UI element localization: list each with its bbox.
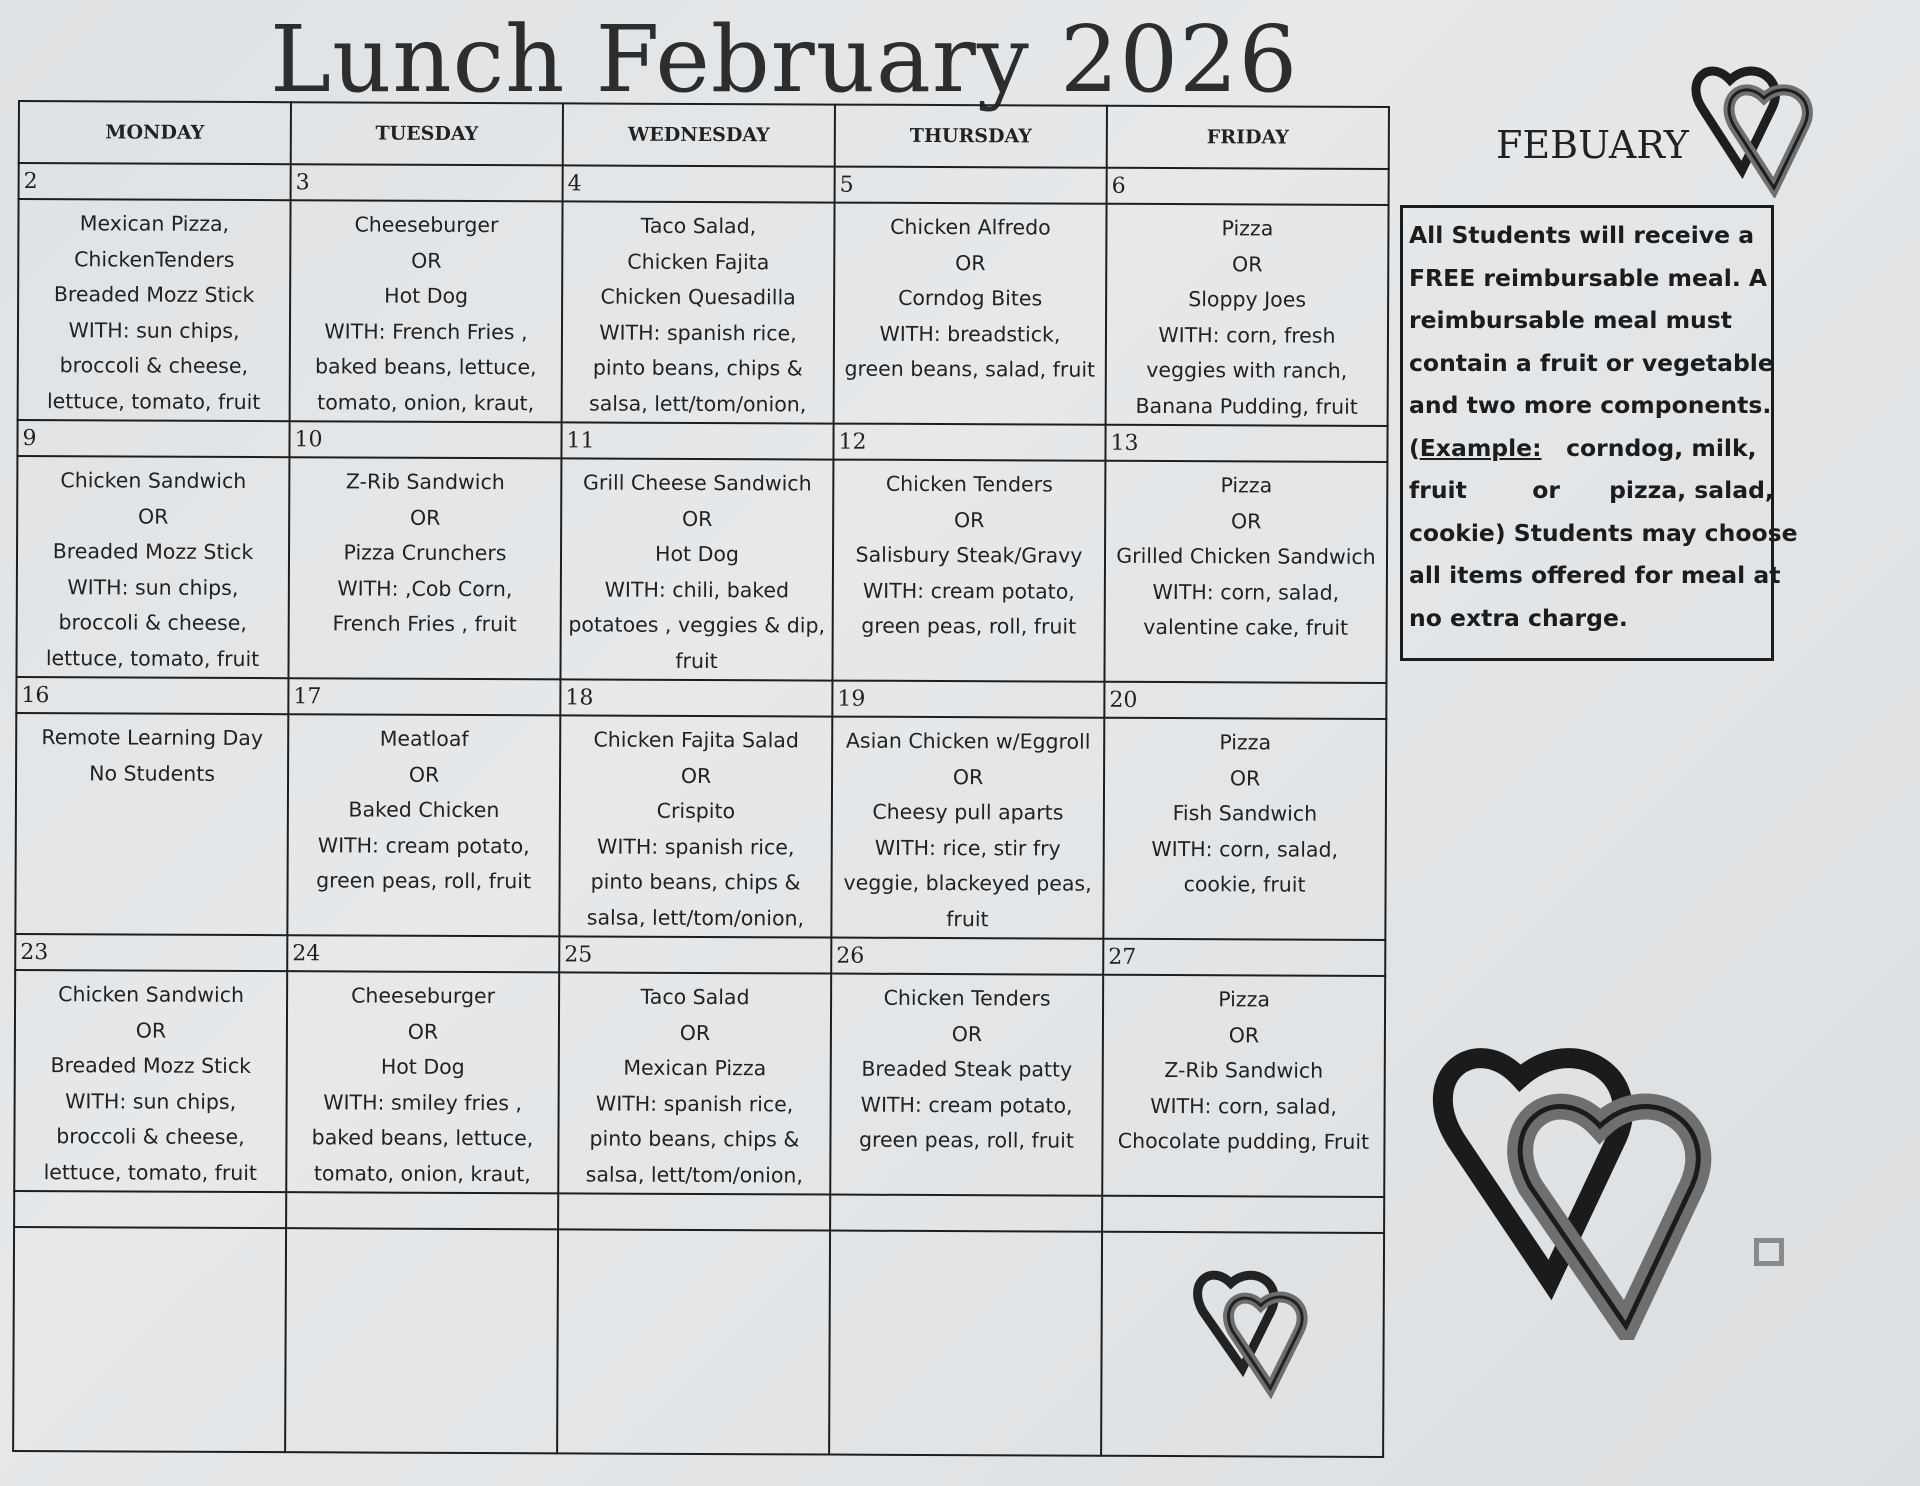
- menu-line: WITH: spanish rice,: [599, 320, 797, 345]
- menu-line: Z-Rib Sandwich: [1164, 1058, 1324, 1083]
- weekday-friday: FRIDAY: [1107, 106, 1389, 169]
- menu-row: [15, 713, 1386, 940]
- menu-line: Pizza: [1218, 987, 1270, 1012]
- date-number: 4: [563, 165, 835, 202]
- menu-line: Chicken Sandwich: [60, 468, 247, 493]
- menu-line: OR: [955, 250, 986, 275]
- menu-cell: [16, 456, 289, 678]
- calendar-body: [13, 163, 1389, 1457]
- menu-line: green peas, roll, fruit: [316, 868, 532, 894]
- menu-line: salsa, lett/tom/onion,: [586, 904, 805, 930]
- menu-line: fruit: [675, 648, 718, 673]
- date-number: 2: [19, 163, 291, 200]
- menu-line: Corndog Bites: [898, 285, 1043, 311]
- menu-line: fruit: [946, 906, 989, 931]
- menu-line: Cheeseburger: [354, 212, 499, 238]
- info-line: All Students will receive a: [1409, 221, 1755, 249]
- menu-line: OR: [411, 248, 442, 273]
- menu-line: lettuce, tomato, fruit: [43, 1159, 258, 1185]
- date-row: [16, 677, 1386, 719]
- menu-line: baked beans, lettuce,: [315, 354, 537, 380]
- page-title: Lunch February 2026: [270, 6, 1299, 113]
- menu-line: Remote Learning Day: [41, 725, 264, 751]
- menu-line: WITH: corn, salad,: [1150, 1093, 1337, 1119]
- hearts-icon: [1430, 1030, 1730, 1340]
- menu-line: WITH: corn, fresh: [1158, 322, 1336, 348]
- menu-line: green peas, roll, fruit: [858, 1127, 1074, 1153]
- date-number: 25: [559, 936, 831, 973]
- menu-line: WITH: ,Cob Corn,: [337, 575, 513, 601]
- menu-line: French Fries , fruit: [332, 611, 517, 637]
- menu-line: Mexican Pizza: [623, 1055, 767, 1081]
- menu-cell: [286, 971, 559, 1193]
- menu-line: OR: [408, 762, 440, 787]
- info-line: contain a fruit or vegetable: [1409, 348, 1774, 377]
- menu-line: potatoes , veggies & dip,: [568, 612, 826, 638]
- menu-line: Hot Dog: [655, 541, 739, 567]
- menu-line: Chicken Alfredo: [890, 214, 1051, 240]
- info-line: and two more components.: [1409, 391, 1772, 419]
- menu-line: Hot Dog: [384, 283, 469, 308]
- menu-line: WITH: corn, salad,: [1152, 579, 1340, 605]
- menu-line: Chocolate pudding, Fruit: [1117, 1128, 1370, 1154]
- menu-line: WITH: spanish rice,: [595, 1091, 794, 1116]
- menu-line: Banana Pudding, fruit: [1135, 393, 1358, 419]
- menu-line: Salisbury Steak/Gravy: [855, 542, 1083, 568]
- weekday-header-row: [19, 101, 1389, 169]
- date-row: [19, 163, 1389, 205]
- menu-line: broccoli & cheese,: [59, 353, 249, 379]
- menu-line: Pizza Crunchers: [343, 540, 507, 566]
- menu-cell: [832, 460, 1105, 682]
- empty-date-row: [14, 1191, 1384, 1233]
- menu-line: OR: [407, 1019, 439, 1044]
- menu-line: WITH: French Fries ,: [324, 318, 528, 344]
- date-number: 12: [833, 424, 1105, 461]
- menu-line: Asian Chicken w/Eggroll: [845, 728, 1091, 754]
- menu-line: Baked Chicken: [348, 797, 500, 823]
- date-number: 24: [287, 935, 559, 972]
- date-number: 3: [291, 164, 563, 201]
- date-number: 18: [560, 679, 832, 716]
- menu-cell: [14, 970, 287, 1192]
- menu-row: [18, 199, 1389, 426]
- menu-line: broccoli & cheese,: [58, 610, 247, 636]
- menu-line: WITH: sun chips,: [65, 1088, 237, 1114]
- menu-line: broccoli & cheese,: [56, 1124, 245, 1149]
- menu-line: Breaded Steak patty: [861, 1056, 1073, 1082]
- menu-cell: [834, 203, 1107, 425]
- menu-line: OR: [135, 1018, 167, 1043]
- menu-line: Cheeseburger: [351, 983, 496, 1009]
- menu-line: Chicken Tenders: [885, 471, 1053, 497]
- date-number: 5: [835, 167, 1107, 204]
- menu-line: OR: [679, 1020, 711, 1045]
- menu-line: OR: [1229, 765, 1261, 790]
- menu-line: WITH: cream potato,: [862, 578, 1075, 604]
- menu-line: lettuce, tomato, fruit: [45, 645, 260, 671]
- menu-line: cookie, fruit: [1183, 872, 1306, 897]
- date-number: 10: [289, 421, 561, 458]
- date-number: 17: [288, 678, 560, 715]
- menu-line: lettuce, tomato, fruit: [46, 388, 261, 414]
- menu-line: salsa, lett/tom/onion,: [589, 390, 807, 416]
- hearts-icon: [1192, 1263, 1323, 1404]
- example-label: Example:: [1419, 433, 1542, 462]
- menu-line: veggie, blackeyed peas,: [843, 870, 1092, 896]
- menu-line: Taco Salad: [640, 984, 750, 1010]
- menu-line: WITH: smiley fries ,: [323, 1089, 523, 1115]
- menu-line: salsa, lett/tom/onion,: [585, 1161, 803, 1187]
- menu-line: OR: [952, 764, 984, 789]
- menu-line: WITH: spanish rice,: [597, 834, 795, 859]
- date-row: [15, 934, 1385, 976]
- date-number: 16: [16, 677, 288, 714]
- menu-line: Chicken Quesadilla: [600, 284, 796, 310]
- hearts-icon: [1690, 58, 1830, 198]
- menu-cell: [288, 457, 561, 679]
- info-paren: (: [1409, 433, 1420, 462]
- menu-line: OR: [953, 507, 985, 532]
- menu-line: WITH: sun chips,: [68, 317, 240, 343]
- date-number: 27: [1103, 939, 1385, 976]
- side-month-label: FEBUARY: [1496, 123, 1689, 167]
- info-example-text: corndog, milk,: [1541, 433, 1757, 462]
- empty-week-row: [13, 1227, 1384, 1457]
- menu-line: Cheesy pull aparts: [872, 799, 1064, 825]
- weekday-thursday: THURSDAY: [835, 105, 1107, 168]
- menu-line: OR: [951, 1021, 983, 1046]
- menu-line: Mexican Pizza,: [79, 211, 230, 236]
- menu-line: Taco Salad,: [640, 213, 757, 239]
- menu-cell: [559, 715, 832, 937]
- menu-cell: [18, 199, 291, 421]
- menu-line: WITH: breadstick,: [879, 321, 1061, 347]
- info-line: FREE reimbursable meal. A: [1409, 263, 1768, 292]
- menu-line: WITH: rice, stir fry: [874, 835, 1061, 861]
- checkbox-square-icon: [1754, 1238, 1784, 1266]
- menu-line: OR: [681, 506, 713, 531]
- menu-line: WITH: cream potato,: [860, 1092, 1073, 1118]
- menu-line: pinto beans, chips &: [589, 1126, 800, 1152]
- menu-cell: [1104, 461, 1387, 683]
- weekday-wednesday: WEDNESDAY: [563, 103, 835, 166]
- date-row: [17, 420, 1387, 462]
- menu-line: Breaded Mozz Stick: [50, 1053, 252, 1079]
- menu-line: green beans, salad, fruit: [844, 356, 1096, 382]
- info-line: cookie) Students may choose: [1409, 518, 1798, 547]
- info-line: fruit or pizza, salad,: [1409, 476, 1774, 504]
- menu-cell: [562, 201, 835, 423]
- menu-line: veggies with ranch,: [1146, 357, 1348, 383]
- menu-line: WITH: chili, baked: [604, 577, 790, 602]
- menu-line: tomato, onion, kraut,: [317, 389, 535, 415]
- menu-line: OR: [409, 505, 441, 530]
- date-number: 23: [15, 934, 287, 971]
- menu-line: tomato, onion, kraut,: [313, 1160, 531, 1186]
- date-number: 6: [1107, 168, 1389, 205]
- menu-line: Pizza: [1219, 730, 1272, 755]
- menu-line: Breaded Mozz Stick: [53, 282, 255, 308]
- menu-line: Chicken Sandwich: [58, 982, 245, 1007]
- menu-line: green peas, roll, fruit: [861, 613, 1077, 639]
- menu-line: OR: [1228, 1022, 1260, 1047]
- menu-line: ChickenTenders: [74, 246, 235, 272]
- info-line: [1409, 427, 1765, 470]
- menu-line: Hot Dog: [380, 1054, 465, 1079]
- menu-line: Chicken Fajita Salad: [593, 727, 799, 753]
- info-line: no extra charge.: [1409, 603, 1628, 632]
- menu-line: Grilled Chicken Sandwich: [1116, 543, 1376, 569]
- date-number: 26: [831, 938, 1103, 975]
- menu-cell: [287, 714, 560, 936]
- menu-cell: [15, 713, 288, 935]
- menu-line: OR: [1230, 508, 1262, 533]
- info-line: all items offered for meal at: [1409, 561, 1781, 589]
- date-number: 13: [1105, 425, 1387, 462]
- menu-line: WITH: sun chips,: [67, 574, 239, 600]
- menu-line: OR: [1232, 251, 1263, 276]
- lunch-calendar: [12, 100, 1390, 1458]
- info-line: reimbursable meal must: [1409, 306, 1733, 334]
- menu-line: Chicken Fajita: [627, 249, 770, 274]
- menu-line: No Students: [89, 760, 216, 786]
- menu-cell: [558, 972, 831, 1194]
- menu-line: Pizza: [1220, 473, 1273, 498]
- menu-line: pinto beans, chips &: [592, 355, 803, 381]
- menu-line: Crispito: [656, 798, 736, 824]
- menu-cell: [1102, 975, 1385, 1197]
- menu-row: [16, 456, 1387, 683]
- menu-line: valentine cake, fruit: [1143, 614, 1349, 640]
- menu-line: Grill Cheese Sandwich: [582, 470, 812, 496]
- menu-line: Chicken Tenders: [883, 985, 1051, 1011]
- menu-line: baked beans, lettuce,: [311, 1125, 534, 1151]
- meal-info-box: [1400, 205, 1798, 661]
- menu-line: WITH: corn, salad,: [1151, 836, 1339, 862]
- date-number: 9: [17, 420, 289, 457]
- menu-line: WITH: cream potato,: [317, 832, 530, 858]
- menu-line: Meatloaf: [379, 726, 469, 751]
- menu-line: pinto beans, chips &: [590, 869, 801, 895]
- weekday-tuesday: TUESDAY: [291, 102, 563, 165]
- menu-line: Pizza: [1221, 216, 1274, 241]
- date-number: 19: [832, 681, 1104, 718]
- menu-line: Fish Sandwich: [1172, 801, 1318, 826]
- menu-cell: [560, 458, 833, 680]
- date-number: 11: [561, 422, 833, 459]
- menu-line: OR: [137, 504, 169, 529]
- menu-cell: [1106, 204, 1389, 426]
- menu-line: Sloppy Joes: [1188, 287, 1307, 312]
- weekday-monday: MONDAY: [19, 101, 291, 164]
- menu-line: OR: [680, 763, 712, 788]
- menu-line: Z-Rib Sandwich: [345, 469, 505, 495]
- menu-cell: [290, 200, 563, 422]
- menu-cell: [830, 974, 1103, 1196]
- menu-cell: [1103, 718, 1386, 940]
- menu-row: [14, 970, 1385, 1197]
- menu-cell: [831, 717, 1104, 939]
- menu-line: Breaded Mozz Stick: [52, 539, 254, 565]
- date-number: 20: [1104, 682, 1386, 719]
